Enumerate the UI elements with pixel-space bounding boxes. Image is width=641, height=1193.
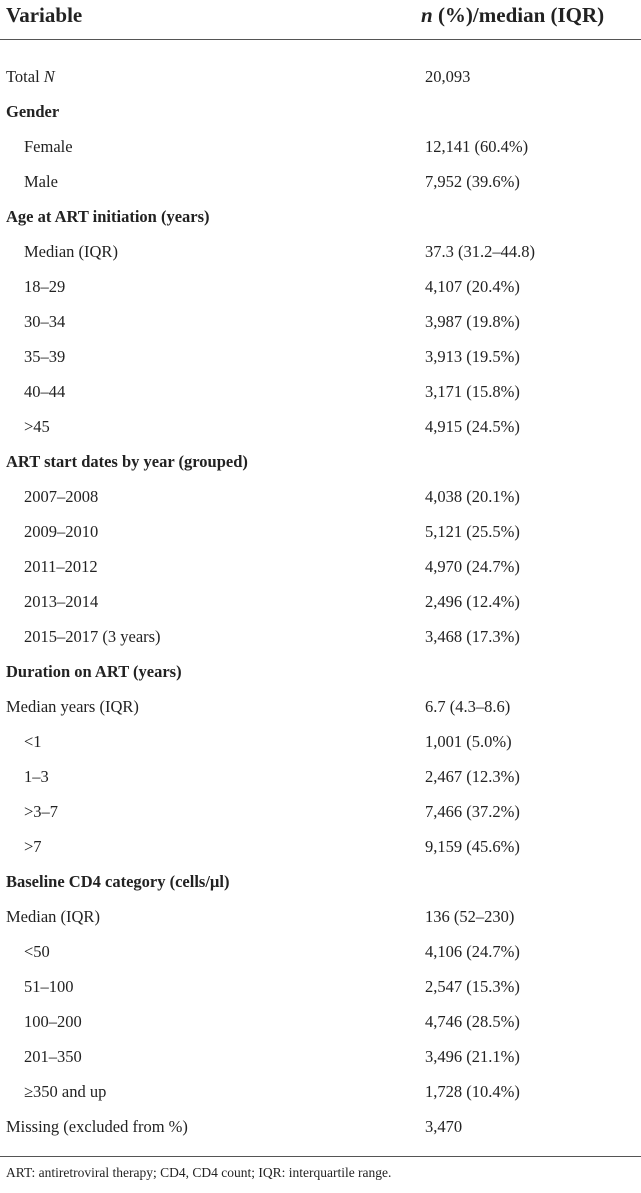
row-label: >45 (24, 417, 50, 436)
row-label: >3–7 (24, 802, 59, 821)
row-value: 4,746 (28.5%) (425, 1012, 520, 1031)
row-label: 2009–2010 (24, 522, 99, 541)
row-label: Median (IQR) (6, 907, 100, 926)
row-label: <1 (24, 732, 42, 751)
header-value (421, 3, 604, 28)
row-label: Median years (IQR) (6, 697, 139, 716)
table-bottom-rule (0, 1156, 641, 1157)
table-row (0, 689, 641, 724)
table-row (0, 269, 641, 304)
row-value: 2,547 (15.3%) (425, 977, 520, 996)
table-row (0, 829, 641, 864)
section-row (0, 444, 641, 479)
row-value: 7,466 (37.2%) (425, 802, 520, 821)
row-value: 1,728 (10.4%) (425, 1082, 520, 1101)
table-header (0, 0, 641, 40)
section-row (0, 864, 641, 899)
row-label: 18–29 (24, 277, 66, 296)
table-row (0, 1004, 641, 1039)
row-value: 3,913 (19.5%) (425, 347, 520, 366)
table-row (0, 584, 641, 619)
section-row (0, 199, 641, 234)
section-row (0, 654, 641, 689)
table-row (0, 164, 641, 199)
row-value: 4,970 (24.7%) (425, 557, 520, 576)
section-heading: Gender (6, 102, 60, 121)
row-value: 3,496 (21.1%) (425, 1047, 520, 1066)
row-label: 35–39 (24, 347, 66, 366)
table-row (0, 549, 641, 584)
table-row (0, 1109, 641, 1144)
table-row (0, 479, 641, 514)
row-label: 2015–2017 (3 years) (24, 627, 161, 646)
row-label: 201–350 (24, 1047, 82, 1066)
total-row (0, 59, 641, 94)
row-value: 37.3 (31.2–44.8) (425, 242, 535, 261)
table-row (0, 969, 641, 1004)
section-heading: Age at ART initiation (years) (6, 207, 210, 226)
row-value: 3,171 (15.8%) (425, 382, 520, 401)
row-value: 5,121 (25.5%) (425, 522, 520, 541)
row-label: 2013–2014 (24, 592, 99, 611)
row-value: 1,001 (5.0%) (425, 732, 512, 751)
table-row (0, 1074, 641, 1109)
header-n: n (421, 3, 433, 27)
row-label: 1–3 (24, 767, 49, 786)
section-heading: Duration on ART (years) (6, 662, 182, 681)
section-row (0, 94, 641, 129)
row-label: 30–34 (24, 312, 66, 331)
row-value: 4,106 (24.7%) (425, 942, 520, 961)
total-label-prefix: Total (6, 67, 44, 86)
row-value: 3,987 (19.8%) (425, 312, 520, 331)
row-label: Median (IQR) (24, 242, 118, 261)
header-value-suffix: (%)/median (IQR) (432, 3, 605, 27)
total-label-n: N (43, 67, 55, 86)
table-row (0, 129, 641, 164)
row-label: 51–100 (24, 977, 74, 996)
table-row (0, 339, 641, 374)
table-row (0, 1039, 641, 1074)
row-value: 9,159 (45.6%) (425, 837, 520, 856)
section-heading: ART start dates by year (grouped) (6, 452, 248, 471)
row-value: 2,496 (12.4%) (425, 592, 520, 611)
row-label: 40–44 (24, 382, 66, 401)
table-row (0, 234, 641, 269)
row-value: 2,467 (12.3%) (425, 767, 520, 786)
row-label: 100–200 (24, 1012, 82, 1031)
table-row (0, 619, 641, 654)
row-value: 3,468 (17.3%) (425, 627, 520, 646)
table-row (0, 899, 641, 934)
row-label: Missing (excluded from %) (6, 1117, 188, 1136)
row-label: <50 (24, 942, 50, 961)
table-row (0, 724, 641, 759)
row-label: ≥350 and up (24, 1082, 107, 1101)
total-value: 20,093 (425, 67, 471, 86)
row-value: 12,141 (60.4%) (425, 137, 529, 156)
header-variable: Variable (6, 3, 83, 27)
row-value: 136 (52–230) (425, 907, 515, 926)
row-value: 4,915 (24.5%) (425, 417, 520, 436)
table-row (0, 304, 641, 339)
row-label: 2011–2012 (24, 557, 98, 576)
table-row (0, 374, 641, 409)
section-heading: Baseline CD4 category (cells/µl) (6, 872, 230, 891)
row-label: >7 (24, 837, 42, 856)
table-row (0, 514, 641, 549)
row-label: 2007–2008 (24, 487, 99, 506)
table-row (0, 759, 641, 794)
row-value: 4,107 (20.4%) (425, 277, 520, 296)
row-value: 7,952 (39.6%) (425, 172, 520, 191)
table-body (0, 94, 641, 1144)
row-label: Female (24, 137, 73, 156)
row-value: 6.7 (4.3–8.6) (425, 697, 511, 716)
table-footnote: ART: antiretroviral therapy; CD4, CD4 count; IQR: interquartile range. (6, 1165, 392, 1180)
row-value: 4,038 (20.1%) (425, 487, 520, 506)
row-value: 3,470 (425, 1117, 463, 1136)
total-label (6, 59, 55, 94)
table-row (0, 794, 641, 829)
table-row (0, 409, 641, 444)
row-label: Male (24, 172, 58, 191)
table-row (0, 934, 641, 969)
